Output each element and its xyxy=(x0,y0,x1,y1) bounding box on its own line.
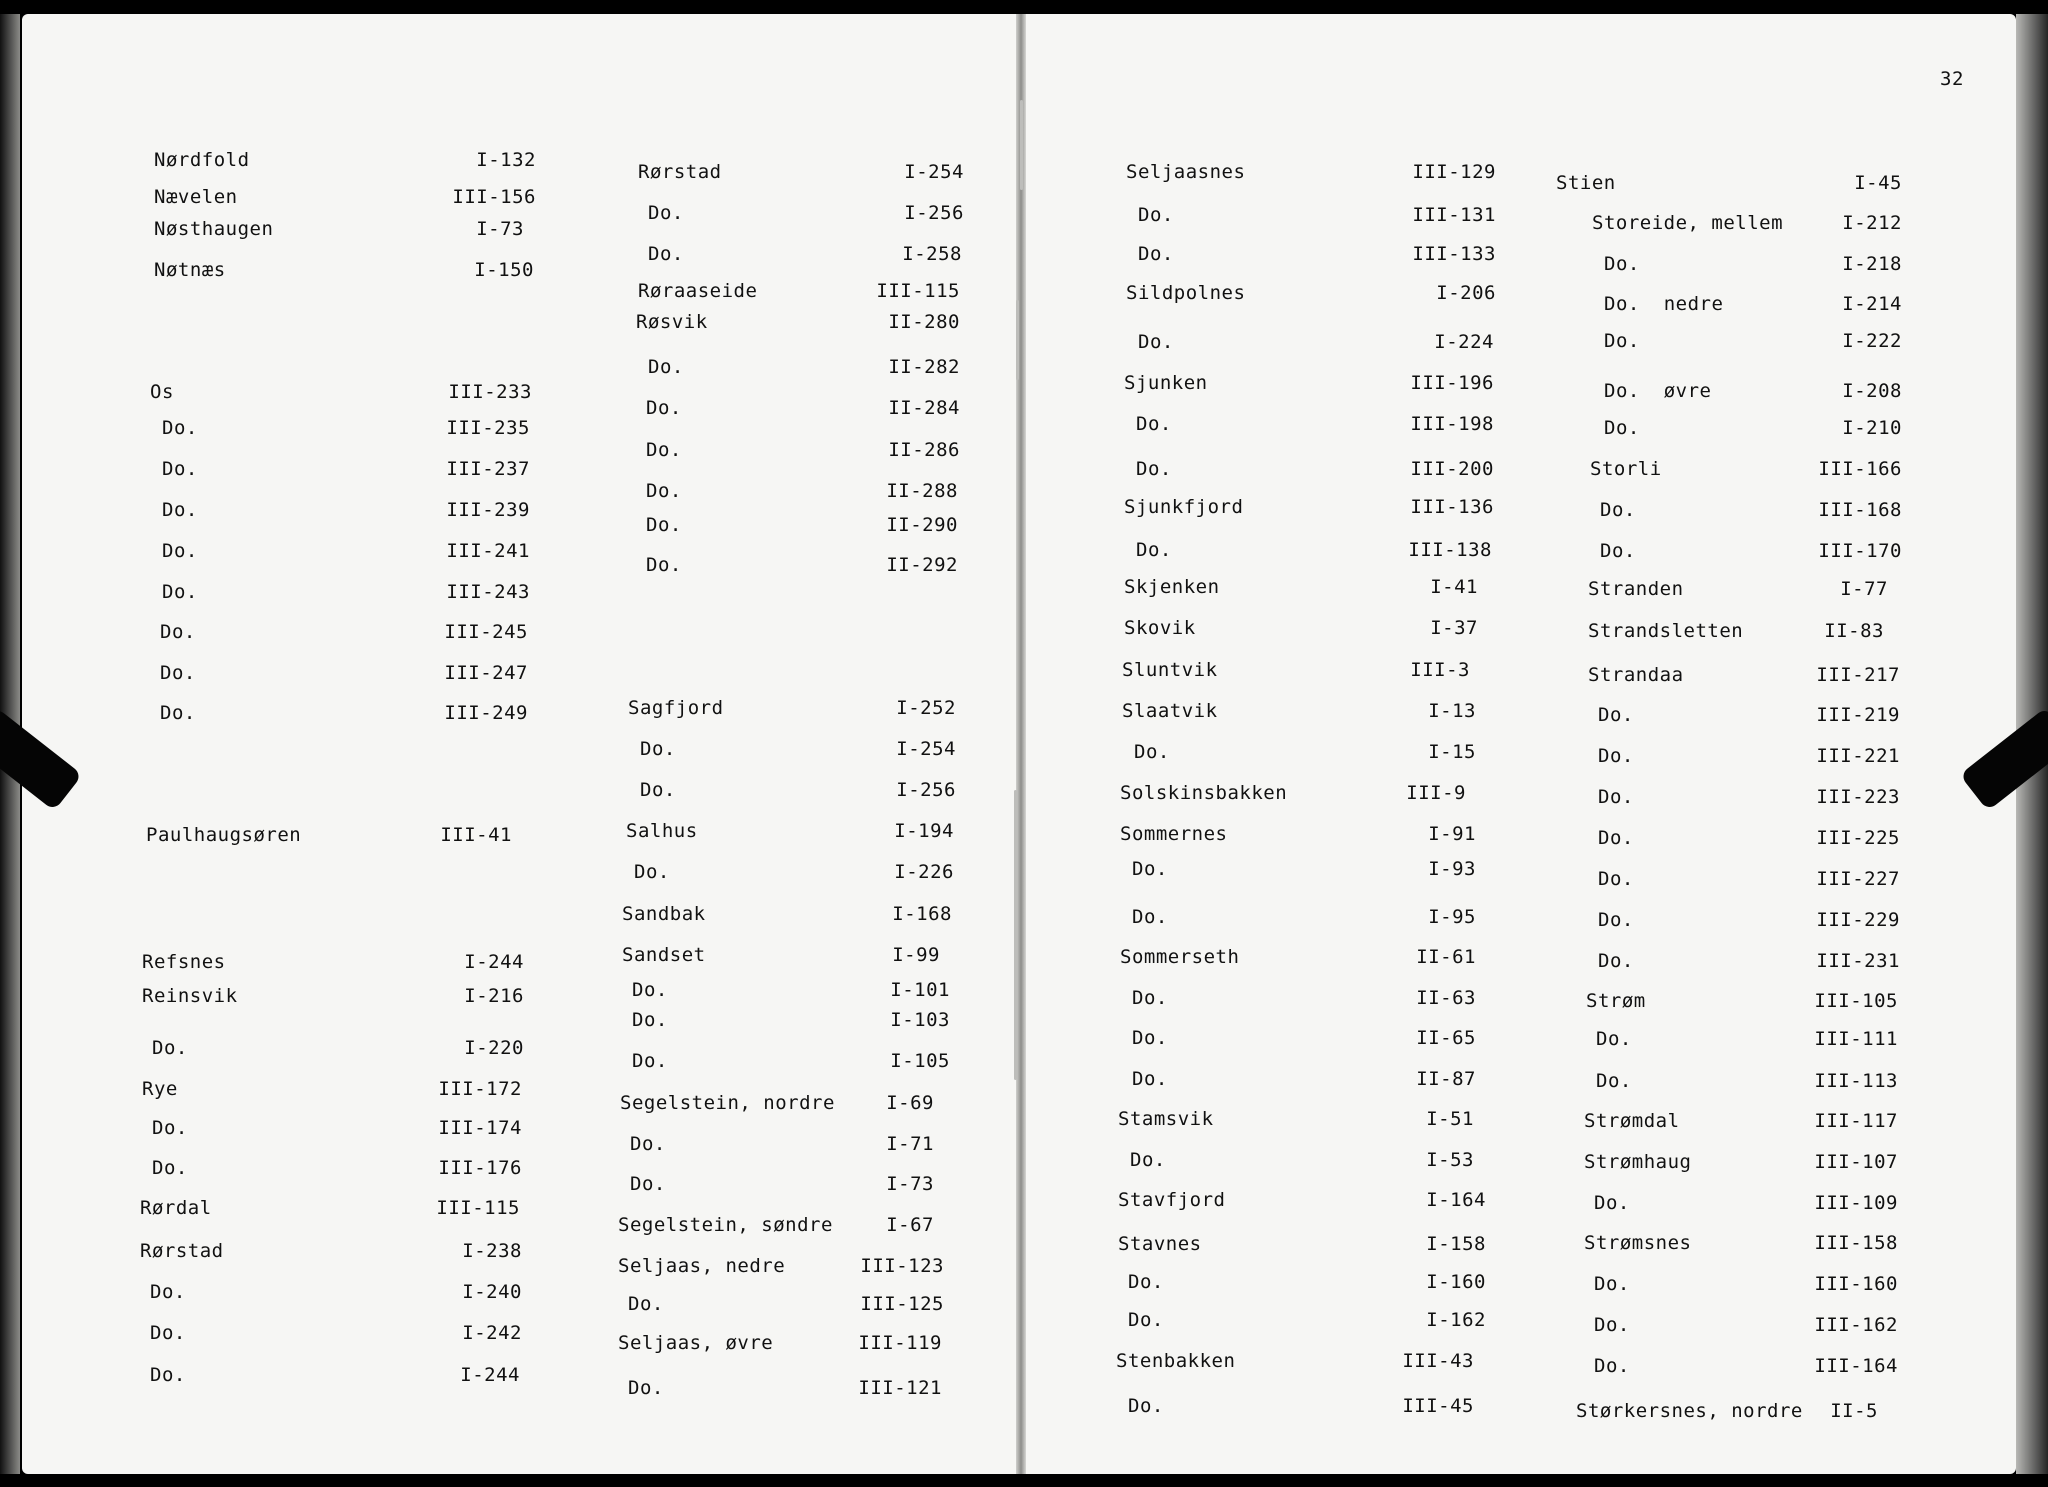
entry-name: Do. øvre xyxy=(1604,380,1712,402)
fold-mark xyxy=(1014,790,1017,1080)
entry-reference: I-15 xyxy=(1428,741,1476,763)
entry-reference: III-160 xyxy=(1814,1273,1898,1295)
entry-name: Do. xyxy=(634,861,670,883)
entry-reference: III-166 xyxy=(1818,458,1902,480)
entry-name: Sandset xyxy=(622,944,706,966)
entry-reference: II-292 xyxy=(886,554,958,576)
entry-reference: I-69 xyxy=(886,1092,934,1114)
entry-reference: I-212 xyxy=(1842,212,1902,234)
entry-name: Do. xyxy=(630,1133,666,1155)
entry-name: Seljaas, øvre xyxy=(618,1332,774,1354)
entry-name: Do. xyxy=(1136,539,1172,561)
entry-reference: III-247 xyxy=(444,662,528,684)
entry-reference: I-168 xyxy=(892,903,952,925)
entry-reference: I-162 xyxy=(1426,1309,1486,1331)
entry-reference: III-225 xyxy=(1816,827,1900,849)
entry-name: Do. xyxy=(1132,906,1168,928)
entry-name: Do. xyxy=(1598,704,1634,726)
entry-reference: I-220 xyxy=(464,1037,524,1059)
entry-reference: III-113 xyxy=(1814,1070,1898,1092)
entry-name: Do. xyxy=(1598,827,1634,849)
entry-reference: I-256 xyxy=(904,202,964,224)
entry-name: Sjunkfjord xyxy=(1124,496,1244,518)
entry-name: Do. xyxy=(646,480,682,502)
entry-name: Storli xyxy=(1590,458,1662,480)
entry-name: Stavnes xyxy=(1118,1233,1202,1255)
entry-reference: I-103 xyxy=(890,1009,950,1031)
entry-name: Do. xyxy=(150,1322,186,1344)
entry-reference: III-131 xyxy=(1412,204,1496,226)
entry-reference: III-198 xyxy=(1410,413,1494,435)
entry-reference: III-115 xyxy=(436,1197,520,1219)
entry-reference: I-226 xyxy=(894,861,954,883)
entry-name: Do. xyxy=(1128,1395,1164,1417)
entry-name: Salhus xyxy=(626,820,698,842)
entry-reference: III-158 xyxy=(1814,1232,1898,1254)
entry-name: Refsnes xyxy=(142,951,226,973)
entry-name: Do. xyxy=(1604,417,1640,439)
entry-name: Solskinsbakken xyxy=(1120,782,1288,804)
entry-name: Do. xyxy=(646,554,682,576)
entry-name: Do. xyxy=(150,1281,186,1303)
entry-reference: I-222 xyxy=(1842,330,1902,352)
entry-reference: II-282 xyxy=(888,356,960,378)
entry-reference: III-237 xyxy=(446,458,530,480)
entry-name: Slaatvik xyxy=(1122,700,1218,722)
entry-reference: III-227 xyxy=(1816,868,1900,890)
entry-reference: I-210 xyxy=(1842,417,1902,439)
entry-name: Do. xyxy=(152,1157,188,1179)
entry-reference: I-244 xyxy=(460,1364,520,1386)
entry-name: Do. xyxy=(1594,1273,1630,1295)
entry-name: Stenbakken xyxy=(1116,1350,1236,1372)
entry-name: Do. xyxy=(1134,741,1170,763)
entry-reference: III-196 xyxy=(1410,372,1494,394)
entry-reference: III-111 xyxy=(1814,1028,1898,1050)
entry-name: Rye xyxy=(142,1078,178,1100)
entry-name: Os xyxy=(150,381,174,403)
entry-name: Do. xyxy=(1138,204,1174,226)
entry-name: Rørstad xyxy=(140,1240,224,1262)
entry-name: Do. xyxy=(640,779,676,801)
entry-reference: I-214 xyxy=(1842,293,1902,315)
entry-reference: III-109 xyxy=(1814,1192,1898,1214)
entry-name: Do. xyxy=(1132,1068,1168,1090)
entry-reference: III-245 xyxy=(444,621,528,643)
entry-reference: III-123 xyxy=(860,1255,944,1277)
entry-reference: I-160 xyxy=(1426,1271,1486,1293)
entry-name: Sjunken xyxy=(1124,372,1208,394)
entry-reference: I-91 xyxy=(1428,823,1476,845)
entry-reference: I-45 xyxy=(1854,172,1902,194)
entry-reference: I-101 xyxy=(890,979,950,1001)
entry-reference: III-3 xyxy=(1410,659,1470,681)
entry-reference: III-219 xyxy=(1816,704,1900,726)
entry-name: Do. xyxy=(628,1293,664,1315)
entry-name: Reinsvik xyxy=(142,985,238,1007)
entry-name: Rørdal xyxy=(140,1197,212,1219)
entry-name: Stavfjord xyxy=(1118,1189,1226,1211)
entry-name: Seljaas, nedre xyxy=(618,1255,786,1277)
entry-reference: I-67 xyxy=(886,1214,934,1236)
entry-reference: I-93 xyxy=(1428,858,1476,880)
entry-reference: III-249 xyxy=(444,702,528,724)
entry-reference: III-115 xyxy=(876,280,960,302)
entry-name: Do. xyxy=(160,702,196,724)
entry-name: Do. xyxy=(632,1050,668,1072)
entry-reference: III-221 xyxy=(1816,745,1900,767)
entry-name: Do. xyxy=(1128,1271,1164,1293)
entry-name: Do. xyxy=(152,1117,188,1139)
entry-reference: I-244 xyxy=(464,951,524,973)
entry-reference: I-254 xyxy=(896,738,956,760)
entry-reference: III-129 xyxy=(1412,161,1496,183)
entry-reference: I-150 xyxy=(474,259,534,281)
entry-name: Do. xyxy=(1600,499,1636,521)
entry-reference: I-158 xyxy=(1426,1233,1486,1255)
entry-reference: I-252 xyxy=(896,697,956,719)
entry-reference: II-87 xyxy=(1416,1068,1476,1090)
entry-reference: III-125 xyxy=(860,1293,944,1315)
entry-reference: III-105 xyxy=(1814,990,1898,1012)
entry-reference: I-13 xyxy=(1428,700,1476,722)
entry-reference: III-9 xyxy=(1406,782,1466,804)
book-spine xyxy=(1016,14,1026,1474)
entry-name: Segelstein, søndre xyxy=(618,1214,833,1236)
entry-name: Nøtnæs xyxy=(154,259,226,281)
entry-reference: I-73 xyxy=(886,1173,934,1195)
entry-reference: III-133 xyxy=(1412,243,1496,265)
entry-name: Rørstad xyxy=(638,161,722,183)
entry-name: Sluntvik xyxy=(1122,659,1218,681)
entry-reference: III-241 xyxy=(446,540,530,562)
entry-reference: III-231 xyxy=(1816,950,1900,972)
entry-reference: I-216 xyxy=(464,985,524,1007)
entry-name: Do. xyxy=(1598,868,1634,890)
entry-name: Do. xyxy=(160,662,196,684)
entry-reference: II-63 xyxy=(1416,987,1476,1009)
entry-reference: III-243 xyxy=(446,581,530,603)
entry-name: Do. xyxy=(1600,540,1636,562)
entry-reference: II-286 xyxy=(888,439,960,461)
entry-name: Do. xyxy=(646,439,682,461)
entry-name: Do. xyxy=(162,458,198,480)
entry-name: Do. xyxy=(150,1364,186,1386)
entry-reference: III-162 xyxy=(1814,1314,1898,1336)
entry-name: Do. xyxy=(1596,1028,1632,1050)
entry-reference: II-280 xyxy=(888,311,960,333)
entry-name: Nævelen xyxy=(154,186,238,208)
entry-reference: II-284 xyxy=(888,397,960,419)
entry-reference: III-223 xyxy=(1816,786,1900,808)
entry-name: Røraaseide xyxy=(638,280,758,302)
entry-name: Skjenken xyxy=(1124,576,1220,598)
entry-reference: III-119 xyxy=(858,1332,942,1354)
page-number: 32 xyxy=(1940,68,1964,90)
entry-name: Do. xyxy=(1130,1149,1166,1171)
entry-name: Do. xyxy=(162,499,198,521)
entry-reference: I-242 xyxy=(462,1322,522,1344)
entry-reference: I-218 xyxy=(1842,253,1902,275)
entry-reference: III-174 xyxy=(438,1117,522,1139)
entry-name: Do. xyxy=(1604,330,1640,352)
entry-name: Strømsnes xyxy=(1584,1232,1692,1254)
entry-reference: III-121 xyxy=(858,1377,942,1399)
entry-reference: I-41 xyxy=(1430,576,1478,598)
entry-reference: III-41 xyxy=(440,824,512,846)
entry-reference: II-65 xyxy=(1416,1027,1476,1049)
entry-reference: II-61 xyxy=(1416,946,1476,968)
entry-name: Sommerseth xyxy=(1120,946,1240,968)
entry-name: Seljaasnes xyxy=(1126,161,1246,183)
entry-reference: II-290 xyxy=(886,514,958,536)
entry-reference: I-53 xyxy=(1426,1149,1474,1171)
entry-name: Sagfjord xyxy=(628,697,724,719)
entry-name: Do. xyxy=(1596,1070,1632,1092)
entry-name: Do. xyxy=(162,540,198,562)
entry-name: Do. xyxy=(1598,909,1634,931)
entry-name: Strøm xyxy=(1586,990,1646,1012)
entry-name: Strømhaug xyxy=(1584,1151,1692,1173)
entry-name: Do. xyxy=(632,1009,668,1031)
entry-name: Do. xyxy=(1598,745,1634,767)
entry-reference: I-254 xyxy=(904,161,964,183)
entry-reference: I-77 xyxy=(1840,578,1888,600)
entry-name: Do. xyxy=(630,1173,666,1195)
entry-name: Do. xyxy=(1594,1192,1630,1214)
entry-name: Stamsvik xyxy=(1118,1108,1214,1130)
entry-reference: III-176 xyxy=(438,1157,522,1179)
entry-reference: III-200 xyxy=(1410,458,1494,480)
entry-reference: I-208 xyxy=(1842,380,1902,402)
entry-reference: I-240 xyxy=(462,1281,522,1303)
entry-reference: I-256 xyxy=(896,779,956,801)
entry-name: Do. xyxy=(1598,786,1634,808)
entry-reference: II-288 xyxy=(886,480,958,502)
entry-name: Do. xyxy=(162,581,198,603)
fold-mark xyxy=(1016,300,1019,380)
entry-reference: I-99 xyxy=(892,944,940,966)
entry-reference: III-107 xyxy=(1814,1151,1898,1173)
entry-name: Sommernes xyxy=(1120,823,1228,845)
entry-reference: I-258 xyxy=(902,243,962,265)
entry-reference: I-238 xyxy=(462,1240,522,1262)
entry-name: Do. xyxy=(160,621,196,643)
entry-name: Størkersnes, nordre xyxy=(1576,1400,1803,1422)
entry-name: Stranden xyxy=(1588,578,1684,600)
entry-name: Do. xyxy=(646,397,682,419)
entry-name: Do. xyxy=(1132,987,1168,1009)
entry-name: Paulhaugsøren xyxy=(146,824,302,846)
entry-reference: III-170 xyxy=(1818,540,1902,562)
entry-reference: I-224 xyxy=(1434,331,1494,353)
entry-reference: II-5 xyxy=(1830,1400,1878,1422)
entry-name: Do. xyxy=(1138,331,1174,353)
entry-reference: III-45 xyxy=(1402,1395,1474,1417)
entry-reference: I-105 xyxy=(890,1050,950,1072)
entry-name: Do. xyxy=(632,979,668,1001)
entry-name: Do. xyxy=(1128,1309,1164,1331)
entry-name: Do. xyxy=(646,514,682,536)
entry-name: Do. xyxy=(648,356,684,378)
entry-name: Do. xyxy=(1598,950,1634,972)
entry-name: Do. xyxy=(648,202,684,224)
entry-reference: I-73 xyxy=(476,218,524,240)
entry-name: Do. xyxy=(648,243,684,265)
entry-reference: III-117 xyxy=(1814,1110,1898,1132)
entry-name: Skovik xyxy=(1124,617,1196,639)
entry-name: Sandbak xyxy=(622,903,706,925)
entry-reference: III-229 xyxy=(1816,909,1900,931)
entry-name: Do. xyxy=(1132,1027,1168,1049)
entry-name: Do. xyxy=(640,738,676,760)
entry-reference: III-138 xyxy=(1408,539,1492,561)
entry-reference: II-83 xyxy=(1824,620,1884,642)
entry-reference: I-37 xyxy=(1430,617,1478,639)
entry-reference: III-172 xyxy=(438,1078,522,1100)
entry-reference: I-194 xyxy=(894,820,954,842)
entry-name: Do. xyxy=(1138,243,1174,265)
entry-reference: I-206 xyxy=(1436,282,1496,304)
entry-reference: III-233 xyxy=(448,381,532,403)
entry-name: Strømdal xyxy=(1584,1110,1680,1132)
entry-name: Stien xyxy=(1556,172,1616,194)
entry-name: Nøsthaugen xyxy=(154,218,274,240)
entry-reference: III-136 xyxy=(1410,496,1494,518)
entry-name: Do. xyxy=(1136,413,1172,435)
entry-reference: I-95 xyxy=(1428,906,1476,928)
entry-name: Storeide, mellem xyxy=(1592,212,1784,234)
entry-name: Strandsletten xyxy=(1588,620,1744,642)
entry-name: Strandaa xyxy=(1588,664,1684,686)
entry-name: Nørdfold xyxy=(154,149,250,171)
entry-name: Do. nedre xyxy=(1604,293,1724,315)
entry-reference: III-235 xyxy=(446,417,530,439)
entry-name: Do. xyxy=(628,1377,664,1399)
entry-name: Do. xyxy=(162,417,198,439)
entry-name: Do. xyxy=(152,1037,188,1059)
entry-name: Røsvik xyxy=(636,311,708,333)
entry-name: Do. xyxy=(1594,1314,1630,1336)
entry-name: Segelstein, nordre xyxy=(620,1092,835,1114)
entry-reference: I-51 xyxy=(1426,1108,1474,1130)
entry-reference: III-239 xyxy=(446,499,530,521)
entry-name: Do. xyxy=(1594,1355,1630,1377)
entry-reference: I-164 xyxy=(1426,1189,1486,1211)
entry-reference: III-217 xyxy=(1816,664,1900,686)
entry-reference: III-168 xyxy=(1818,499,1902,521)
fold-mark xyxy=(1020,100,1023,190)
entry-name: Sildpolnes xyxy=(1126,282,1246,304)
entry-name: Do. xyxy=(1604,253,1640,275)
entry-reference: III-43 xyxy=(1402,1350,1474,1372)
entry-reference: I-132 xyxy=(476,149,536,171)
entry-reference: I-71 xyxy=(886,1133,934,1155)
entry-name: Do. xyxy=(1132,858,1168,880)
entry-reference: III-156 xyxy=(452,186,536,208)
entry-name: Do. xyxy=(1136,458,1172,480)
entry-reference: III-164 xyxy=(1814,1355,1898,1377)
